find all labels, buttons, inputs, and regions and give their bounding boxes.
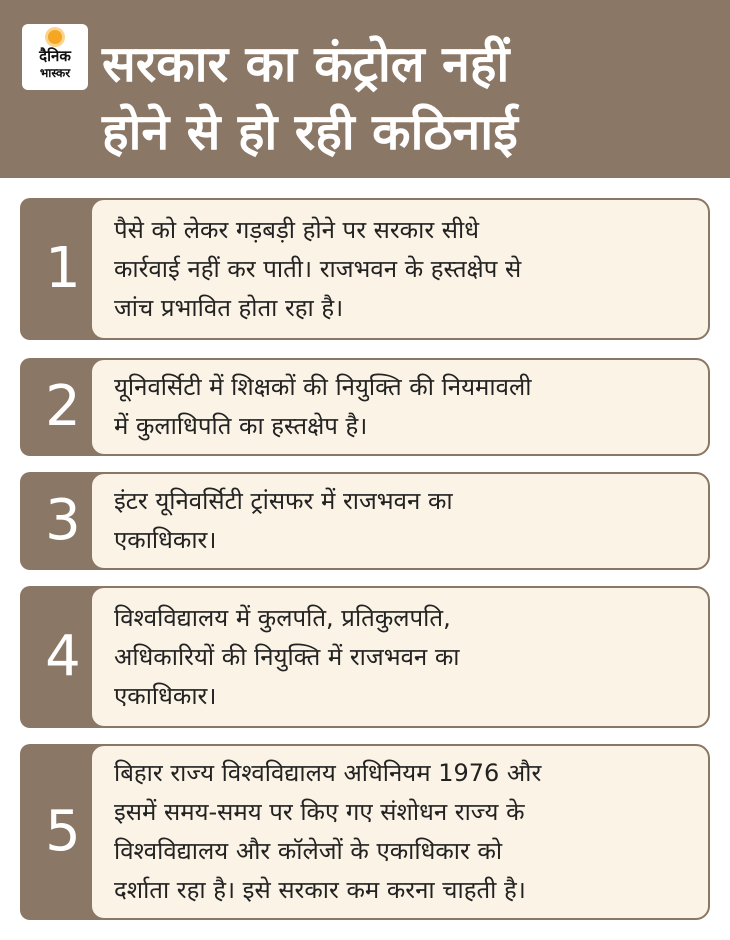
- item-number: 4: [45, 624, 81, 689]
- item-card: [90, 198, 710, 340]
- item-text-line: यूनिवर्सिटी में शिक्षकों की नियुक्ति की नियमावली: [114, 373, 532, 401]
- item-text-line: इंटर यूनिवर्सिटी ट्रांसफर में राजभवन का: [114, 487, 453, 515]
- item-text: [114, 754, 541, 910]
- item-text-line: विश्वविद्यालय में कुलपति, प्रतिकुलपति,: [114, 603, 451, 632]
- item-text-line: बिहार राज्य विश्वविद्यालय अधिनियम 1976 और: [114, 759, 542, 787]
- item-text: [114, 599, 460, 716]
- item-card: [90, 586, 710, 728]
- item-text-line: पैसे को लेकर गड़बड़ी होने पर सरकार सीधे: [114, 215, 479, 244]
- logo-text-line2: भास्कर: [39, 66, 71, 80]
- item-card: [90, 358, 710, 456]
- list-item-2: [20, 358, 710, 456]
- item-text-line: कार्रवाई नहीं कर पाती। राजभवन के हस्तक्षेप से: [114, 254, 522, 283]
- sun-icon: [48, 30, 62, 44]
- item-number: 1: [45, 236, 81, 301]
- list-item-3: [20, 472, 710, 570]
- item-text-line: एकाधिकार।: [114, 526, 217, 554]
- item-card: [90, 744, 710, 920]
- item-number: 2: [45, 374, 81, 439]
- item-text-line: अधिकारियों की नियुक्ति में राजभवन का: [114, 642, 460, 671]
- item-text-line: इसमें समय-समय पर किए गए संशोधन राज्य के: [114, 798, 525, 826]
- item-text-line: में कुलाधिपति का हस्तक्षेप है।: [114, 412, 368, 440]
- title-line-2: होने से हो रही कठिनाई: [102, 103, 518, 161]
- item-text-line: एकाधिकार।: [114, 681, 217, 710]
- dainik-bhaskar-logo: [22, 24, 88, 90]
- item-number: 3: [45, 488, 81, 553]
- item-number: 5: [45, 799, 81, 864]
- list-item-4: [20, 586, 710, 728]
- item-text: [114, 368, 531, 446]
- item-text-line: जांच प्रभावित होता रहा है।: [114, 293, 344, 322]
- list-item-1: [20, 198, 710, 340]
- page-title: [102, 30, 722, 166]
- title-line-1: सरकार का कंट्रोल नहीं: [102, 35, 510, 93]
- item-text-line: विश्वविद्यालय और कॉलेजों के एकाधिकार को: [114, 837, 503, 865]
- item-card: [90, 472, 710, 570]
- list-item-5: [20, 744, 710, 920]
- item-text-line: दर्शाता रहा है। इसे सरकार कम करना चाहती है।: [114, 876, 526, 904]
- item-text: [114, 211, 521, 328]
- item-text: [114, 482, 453, 560]
- logo-text-line1: दैनिक: [39, 47, 71, 65]
- header-banner: [0, 0, 730, 178]
